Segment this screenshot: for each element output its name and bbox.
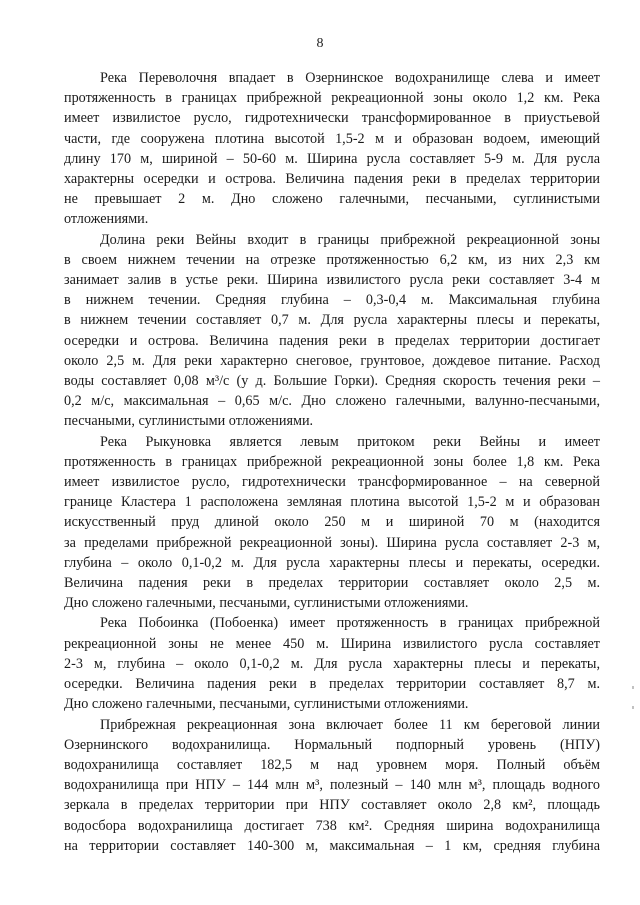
text-line: Река Рыкуновка является левым притоком реки Вейны и имеет xyxy=(100,433,600,450)
scan-artifact xyxy=(632,686,634,689)
text-line: на территории составляет 140-300 м, максимальная – 1 км, средняя глубина xyxy=(64,837,600,854)
scan-artifact xyxy=(632,706,634,709)
text-line: протяженность в границах прибрежной рекреационной зоны около 1,2 км. Река xyxy=(64,90,600,107)
text-line: Дно сложено галечными, песчаными, суглинистыми отложениями. xyxy=(64,696,469,713)
text-line: Долина реки Вейны входит в границы прибрежной рекреационной зоны xyxy=(100,231,600,248)
text-line: Река Побоинка (Побоенка) имеет протяженность в границах прибрежной xyxy=(100,615,600,632)
text-line: зеркала в пределах территории при НПУ составляет около 2,8 км², площадь xyxy=(64,797,600,814)
text-line: длину 170 м, шириной – 50-60 м. Ширина русла составляет 5-9 м. Для русла xyxy=(64,150,600,167)
text-line: протяженность в границах прибрежной рекреационной зоны более 1,8 км. Река xyxy=(64,453,600,470)
text-line: Озернинского водохранилища. Нормальный подпорный уровень (НПУ) xyxy=(64,736,600,753)
text-line: Величина падения реки в пределах территории составляет около 2,5 м. xyxy=(64,575,600,592)
text-line: Дно сложено галечными, песчаными, суглинистыми отложениями. xyxy=(64,595,469,612)
paragraph-pereevolochnya xyxy=(64,68,600,230)
text-line: Прибрежная рекреационная зона включает более 11 км береговой линии xyxy=(100,716,600,733)
text-line: характерны осередки и острова. Величина падения реки в пределах территории xyxy=(64,171,600,188)
paragraph-coastal-zone xyxy=(64,715,600,856)
text-line: занимает залив в устье реки. Ширина извилистого русла реки составляет 3-4 м xyxy=(64,272,600,289)
page-number: 8 xyxy=(316,36,324,51)
text-line: в нижнем течении составляет 0,7 м. Для русла характерны плесы и перекаты, xyxy=(64,312,600,329)
text-line: имеет извилистое русло, гидротехнически трансформированное в приустьевой xyxy=(64,110,600,127)
text-line: части, где сооружена плотина высотой 1,5-2 м и образован водоем, имеющий xyxy=(64,130,600,147)
text-line: за пределами прибрежной рекреационной зоны). Ширина русла составляет 2-3 м, xyxy=(64,534,600,551)
text-line: водосбора водохранилища достигает 738 км². Средняя ширина водохранилища xyxy=(64,817,600,834)
text-line: в нижнем течении. Средняя глубина – 0,3-0,4 м. Максимальная глубина xyxy=(64,292,600,309)
text-line: водохранилища составляет 182,5 м над уровнем моря. Полный объём xyxy=(64,756,600,773)
paragraph-veyna xyxy=(64,230,600,432)
text-line: песчаными, суглинистыми отложениями. xyxy=(64,413,314,430)
text-line: осередки и острова. Величина падения реки в пределах территории достигает xyxy=(64,332,600,349)
text-line: границе Кластера 1 расположена земляная плотина высотой 1,5-2 м и образован xyxy=(64,494,600,511)
paragraph-rykunovka xyxy=(64,432,600,614)
text-line: отложениями. xyxy=(64,211,149,228)
text-line: около 2,5 м. Для реки характерно снеговое, грунтовое, дождевое питание. Расход xyxy=(64,352,600,369)
text-line: имеет извилистое русло, гидротехнически трансформированное – на северной xyxy=(64,474,600,491)
text-line: не превышает 2 м. Дно сложено галечными, песчаными, суглинистыми xyxy=(64,191,600,208)
text-line: глубина – около 0,1-0,2 м. Для русла характерны плесы и перекаты, осередки. xyxy=(64,554,600,571)
paragraph-poboinka xyxy=(64,613,600,714)
text-line: водохранилища при НПУ – 144 млн м³, полезный – 140 млн м³, площадь водного xyxy=(64,777,600,794)
text-line: в своем нижнем течении на отрезке протяженностью 6,2 км, из них 2,3 км xyxy=(64,251,600,268)
text-line: Река Переволочня впадает в Озернинское водохранилище слева и имеет xyxy=(100,70,600,86)
text-line: воды составляет 0,08 м³/с (у д. Большие Горки). Средняя скорость течения реки – xyxy=(64,373,600,390)
text-line: искусственный пруд длиной около 250 м и шириной 70 м (находится xyxy=(64,514,600,531)
text-line: 0,2 м/с, максимальная – 0,65 м/с. Дно сложено галечными, валунно-песчаными, xyxy=(64,393,600,410)
text-line: рекреационной зоны не менее 450 м. Ширина извилистого русла составляет xyxy=(64,635,600,652)
text-line: 2-3 м, глубина – около 0,1-0,2 м. Для русла характерны плесы и перекаты, xyxy=(64,655,600,672)
text-line: осередки. Величина падения реки в пределах территории составляет 8,7 м. xyxy=(64,676,600,693)
document-body xyxy=(64,68,600,856)
